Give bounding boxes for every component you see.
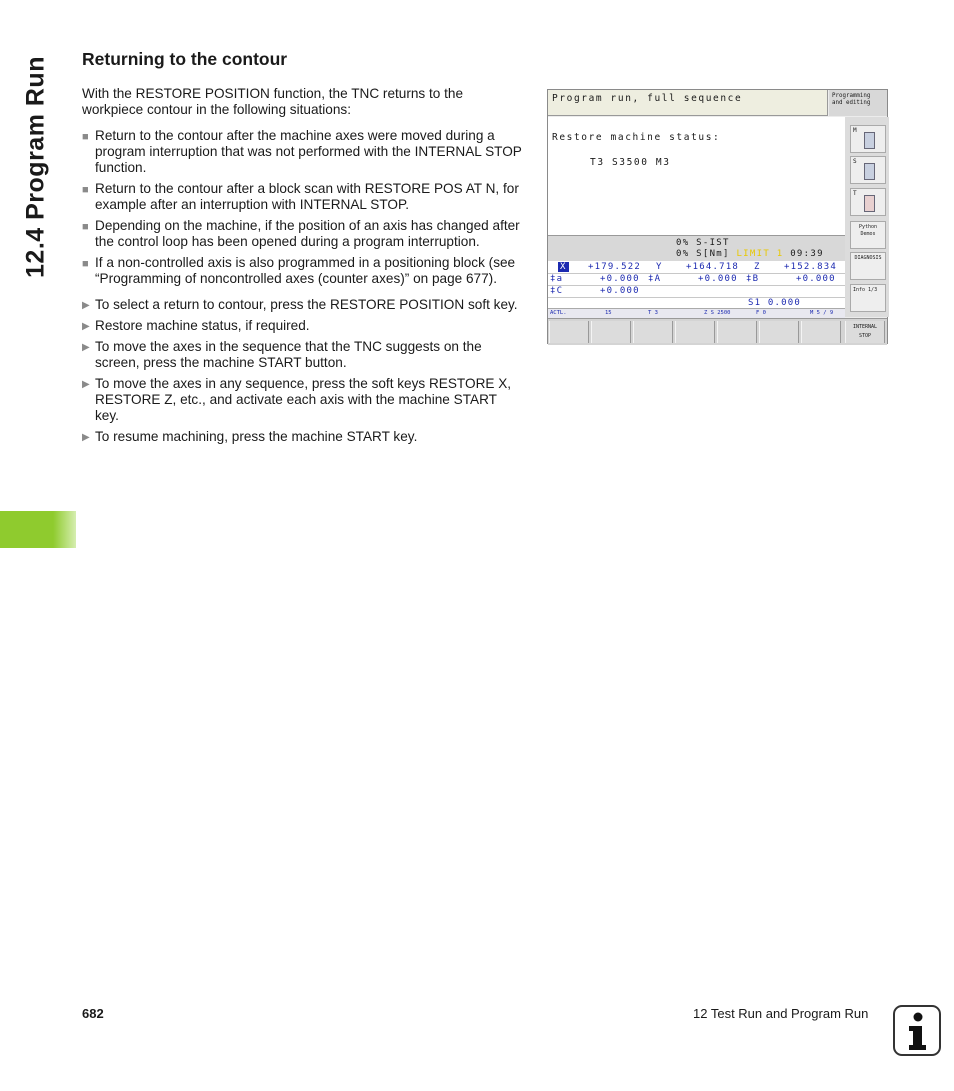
square-bullet-icon: ■ [82,221,89,233]
step-text: To move the axes in any sequence, press the soft keys RESTORE X, RESTORE Z, etc., and activate each axis with the machine START key. [95,376,512,423]
status-torque: 0% S[Nm] [676,249,730,259]
bullet-text: Depending on the machine, if the position of an axis has changed after the control loop has been opened during a program interruption. [95,218,520,249]
tnc-softkey-t [850,188,886,216]
axis-label: ‡C [550,286,564,296]
tnc-softkey-s [850,156,886,184]
bullet-item [82,218,524,250]
status-spindle-ist: 0% S-IST [676,238,730,248]
step-item [82,339,524,371]
softkey-blank [759,321,799,343]
tnc-mode-label-1: Programming [832,93,871,99]
softkey-blank [549,321,589,343]
actl-label: ACTL. [550,310,567,316]
step-text: To resume machining, press the machine START key. [95,429,418,444]
intro-paragraph: With the RESTORE POSITION function, the TNC returns to the workpiece contour in the following situations: [82,86,464,117]
tnc-softkey-m [850,125,886,153]
tnc-softkey-diagnosis [850,252,886,280]
bullet-item [82,255,524,287]
tnc-softkey-row [548,318,887,345]
tnc-actl-bar [548,308,845,318]
softkey-letter: M [853,127,857,134]
actl-feed: F 0 [756,310,766,316]
softkey-internal-stop [845,321,885,343]
axis-label: Z [754,262,761,272]
step-item [82,297,524,313]
actl-tool: T 3 [648,310,658,316]
machine-icon [864,132,875,149]
info-glyph [895,1007,939,1054]
axis-label: ‡a [550,274,564,284]
status-torque-line [676,249,824,259]
square-bullet-icon: ■ [82,184,89,196]
square-bullet-icon: ■ [82,258,89,270]
tnc-mode-button [829,90,887,116]
tool-icon [864,195,875,212]
axis-value: +0.000 [796,274,836,284]
softkey-blank [717,321,757,343]
axis-value: +152.834 [784,262,837,272]
axis-value: +179.522 [588,262,641,272]
tnc-restore-values: T3 S3500 M3 [590,157,671,168]
step-item [82,376,524,424]
softkey-label: DIAGNOSIS [854,255,882,261]
triangle-arrow-icon: ▶ [82,432,90,443]
bullet-text: Return to the contour after the machine axes were moved during a program interruption that was not performed with the INTERNAL STOP function. [95,128,522,175]
axis-value: +164.718 [686,262,739,272]
axis-value: +0.000 [600,286,640,296]
softkey-blank [633,321,673,343]
section-tab-title [14,52,58,282]
axis-value: +0.000 [600,274,640,284]
triangle-arrow-icon: ▶ [82,300,90,311]
bullet-text: Return to the contour after a block scan with RESTORE POS AT N, for example after an interruption with INTERNAL STOP. [95,181,519,212]
status-time: 09:39 [790,249,824,259]
spindle-icon [864,163,875,180]
softkey-blank [801,321,841,343]
actl-spindle: Z S 2500 [704,310,731,316]
square-bullet-icon: ■ [82,131,89,143]
tnc-main-window [548,117,846,235]
softkey-label: INTERNAL [852,324,878,330]
step-text: To move the axes in the sequence that the TNC suggests on the screen, press the machine START button. [95,339,482,370]
tnc-header-title: Program run, full sequence [548,90,828,116]
softkey-blank [591,321,631,343]
tnc-screenshot [547,89,888,344]
bullet-text: If a non-controlled axis is also programmed in a positioning block (see “Programming of noncontrolled axes (counter axes)” on page 677). [95,255,516,286]
triangle-arrow-icon: ▶ [82,342,90,353]
tnc-softkey-info [850,284,886,312]
axis-label: X [560,262,567,272]
axis-label: ‡B [746,274,760,284]
softkey-label: Python Demos [858,224,878,237]
step-item [82,429,524,445]
info-icon [893,1005,941,1056]
spindle-value: S1 0.000 [748,298,801,308]
tnc-softkey-python [850,221,886,249]
softkey-blank [675,321,715,343]
tnc-mode-label-2: and editing [832,100,871,106]
section-title-text: 12.4 Program Run [21,56,50,278]
axis-value: +0.000 [698,274,738,284]
tnc-axis-display [548,261,845,315]
actl-extra: 15 [605,310,612,316]
softkey-letter: S [853,158,857,165]
section-heading: Returning to the contour [82,49,288,69]
tnc-status-bar [548,235,845,262]
triangle-arrow-icon: ▶ [82,321,90,332]
axis-label: ‡A [648,274,662,284]
softkey-letter: T [853,190,857,197]
bullet-item [82,181,524,213]
actl-mfunc: M 5 / 9 [810,310,834,316]
chapter-color-tab [0,511,76,548]
softkey-label: STOP [858,333,872,339]
status-limit: LIMIT 1 [736,249,784,259]
section-body [82,86,524,450]
triangle-arrow-icon: ▶ [82,379,90,390]
softkey-label: Info 1/3 [853,287,878,293]
page-number: 682 [82,1006,104,1021]
bullet-item [82,128,524,176]
axis-label: Y [656,262,663,272]
step-text: To select a return to contour, press the RESTORE POSITION soft key. [95,297,518,312]
tnc-restore-label: Restore machine status: [552,132,721,143]
step-text: Restore machine status, if required. [95,318,310,333]
step-item [82,318,524,334]
chapter-footer: 12 Test Run and Program Run [693,1006,869,1021]
